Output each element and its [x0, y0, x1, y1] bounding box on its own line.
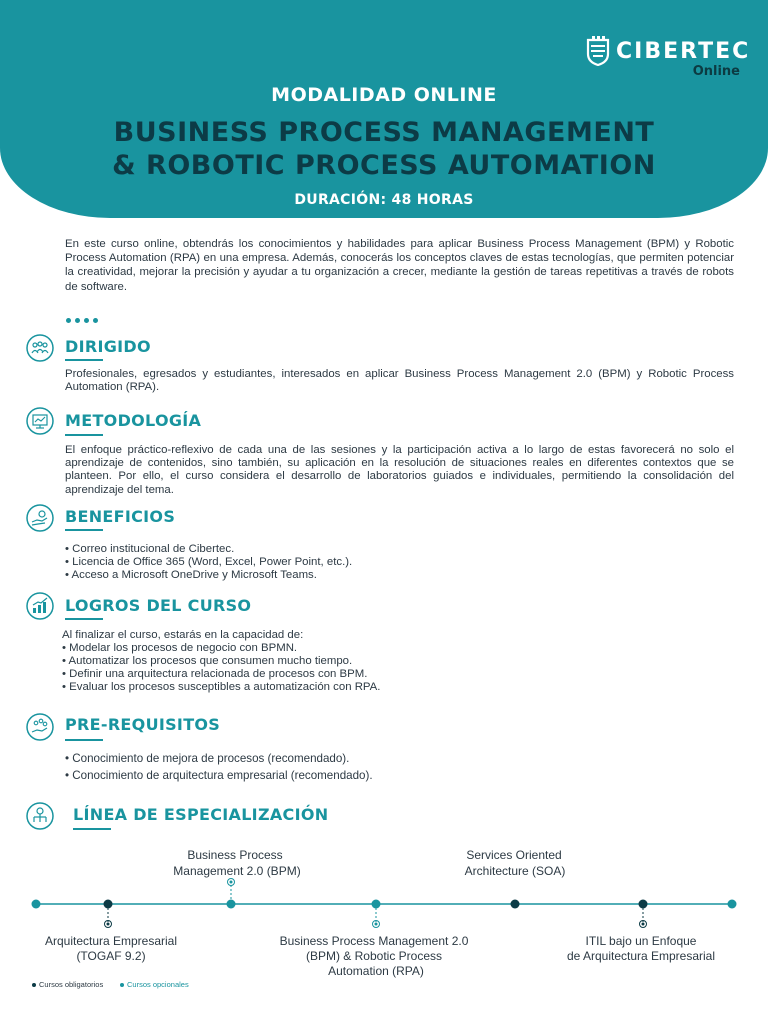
section-title-metodologia: METODOLOGÍA — [65, 411, 202, 430]
list-item: • Correo institucional de Cibertec. — [65, 543, 235, 555]
course-title-line1: BUSINESS PROCESS MANAGEMENT — [113, 117, 655, 148]
network-icon — [25, 801, 55, 831]
growth-chart-icon — [25, 591, 55, 621]
prerequisitos-list — [65, 750, 734, 784]
section-underline — [65, 618, 103, 620]
timeline-node — [511, 900, 520, 909]
specialization-timeline — [0, 840, 768, 1024]
list-item: Al finalizar el curso, estarás en la capacidad de: — [62, 629, 304, 641]
timeline-bottom-label-1b: (TOGAF 9.2) — [76, 949, 146, 963]
separator-dots — [66, 310, 102, 328]
timeline-top-label-2b: Architecture (SOA) — [464, 864, 566, 878]
connector-dot — [375, 923, 378, 926]
timeline-top-label-1b: Management 2.0 (BPM) — [173, 864, 301, 878]
hand-benefit-icon — [25, 503, 55, 533]
section-title-prerequisitos: PRE-REQUISITOS — [65, 715, 221, 734]
list-item: • Automatizar los procesos que consumen mucho tiempo. — [62, 655, 353, 667]
list-item: • Evaluar los procesos susceptibles a automatización con RPA. — [62, 681, 381, 693]
timeline-bottom-label-2b: (BPM) & Robotic Process — [305, 949, 443, 963]
legend-optional — [120, 980, 189, 989]
brand-name: CIBERTEC — [616, 39, 751, 64]
header-banner — [0, 0, 768, 218]
connector-dot — [107, 923, 110, 926]
cibertec-logo[interactable] — [588, 36, 751, 82]
intro-paragraph: En este curso online, obtendrás los conocimientos y habilidades para aplicar Business Process Management (BPM) y Robotic Process Automation (RPA) en una empresa. Además, conocerás los conceptos claves de estas tecnologías, que permiten potenciar la creatividad, mejorar la precisión y ayudar a tu organización a crecer, mediante la gestión de tareas repetitivas a través de robots de software. — [65, 238, 734, 293]
timeline-bottom-label-1: Arquitectura Empresarial — [44, 934, 178, 948]
list-item: • Conocimiento de mejora de procesos (recomendado). — [65, 752, 350, 765]
section-underline — [73, 828, 111, 830]
timeline-node — [728, 900, 737, 909]
timeline-node — [104, 900, 113, 909]
section-title-logros: LOGROS DEL CURSO — [65, 596, 252, 615]
timeline-top-label-2: Services Oriented — [466, 848, 562, 862]
brand-sub: Online — [692, 64, 740, 79]
shield-logo-icon — [585, 36, 611, 66]
timeline-bottom-label-2: Business Process Management 2.0 — [279, 934, 469, 948]
connector-dot — [230, 881, 233, 884]
modalidad-label: MODALIDAD ONLINE — [271, 84, 497, 106]
legend-dot — [32, 983, 36, 987]
logros-list — [62, 629, 731, 694]
timeline-top-label-1: Business Process — [187, 848, 283, 862]
legend-optional-label: Cursos opcionales — [127, 980, 189, 989]
dirigido-text: Profesionales, egresados y estudiantes, interesados en aplicar Business Process Management 2.0 (BPM) y Robotic Process Automation (RPA). — [65, 368, 734, 394]
list-item: • Acceso a Microsoft OneDrive y Microsoft Teams. — [65, 569, 317, 581]
section-underline — [65, 359, 103, 361]
timeline-bottom-label-3b: de Arquitectura Empresarial — [566, 949, 716, 963]
section-title-dirigido: DIRIGIDO — [65, 337, 151, 356]
section-title-beneficios: BENEFICIOS — [65, 507, 176, 526]
legend-mandatory-label: Cursos obligatorios — [39, 980, 104, 989]
beneficios-list — [65, 543, 734, 582]
duration-label: DURACIÓN: 48 HORAS — [294, 192, 474, 208]
connector-dot — [642, 923, 645, 926]
timeline-node — [639, 900, 648, 909]
timeline-node — [32, 900, 41, 909]
list-item: • Definir una arquitectura relacionada de procesos con BPM. — [62, 668, 368, 680]
timeline-node — [372, 900, 381, 909]
legend-mandatory — [32, 980, 103, 989]
section-underline — [65, 434, 103, 436]
hand-ideas-icon — [25, 712, 55, 742]
list-item: • Modelar los procesos de negocio con BPMN. — [62, 642, 298, 654]
list-item: • Conocimiento de arquitectura empresarial (recomendado). — [65, 769, 373, 782]
legend-dot — [120, 983, 124, 987]
course-title — [0, 116, 768, 182]
metodologia-text: El enfoque práctico-reflexivo de cada una de las sesiones y la participación activa a lo largo de estas favorecerá no solo el aprendizaje de contenidos, sino también, su aplicación en la resolución de situaciones reales en diferentes contextos que se planteen. Por ello, el curso considera el desarrollo de laboratorios guiados e individuales, permitiendo la consolidación del aprendizaje del tema. — [65, 444, 734, 496]
section-title-linea: LÍNEA DE ESPECIALIZACIÓN — [73, 805, 329, 824]
section-underline — [65, 739, 103, 741]
list-item: • Licencia de Office 365 (Word, Excel, Power Point, etc.). — [65, 556, 353, 568]
course-title-line2: & ROBOTIC PROCESS AUTOMATION — [112, 150, 656, 181]
timeline-bottom-label-3: ITIL bajo un Enfoque — [585, 934, 697, 948]
people-icon — [25, 333, 55, 363]
timeline-bottom-label-2c: Automation (RPA) — [328, 964, 424, 978]
timeline-node — [227, 900, 236, 909]
section-underline — [65, 529, 103, 531]
methodology-screen-icon — [25, 406, 55, 436]
